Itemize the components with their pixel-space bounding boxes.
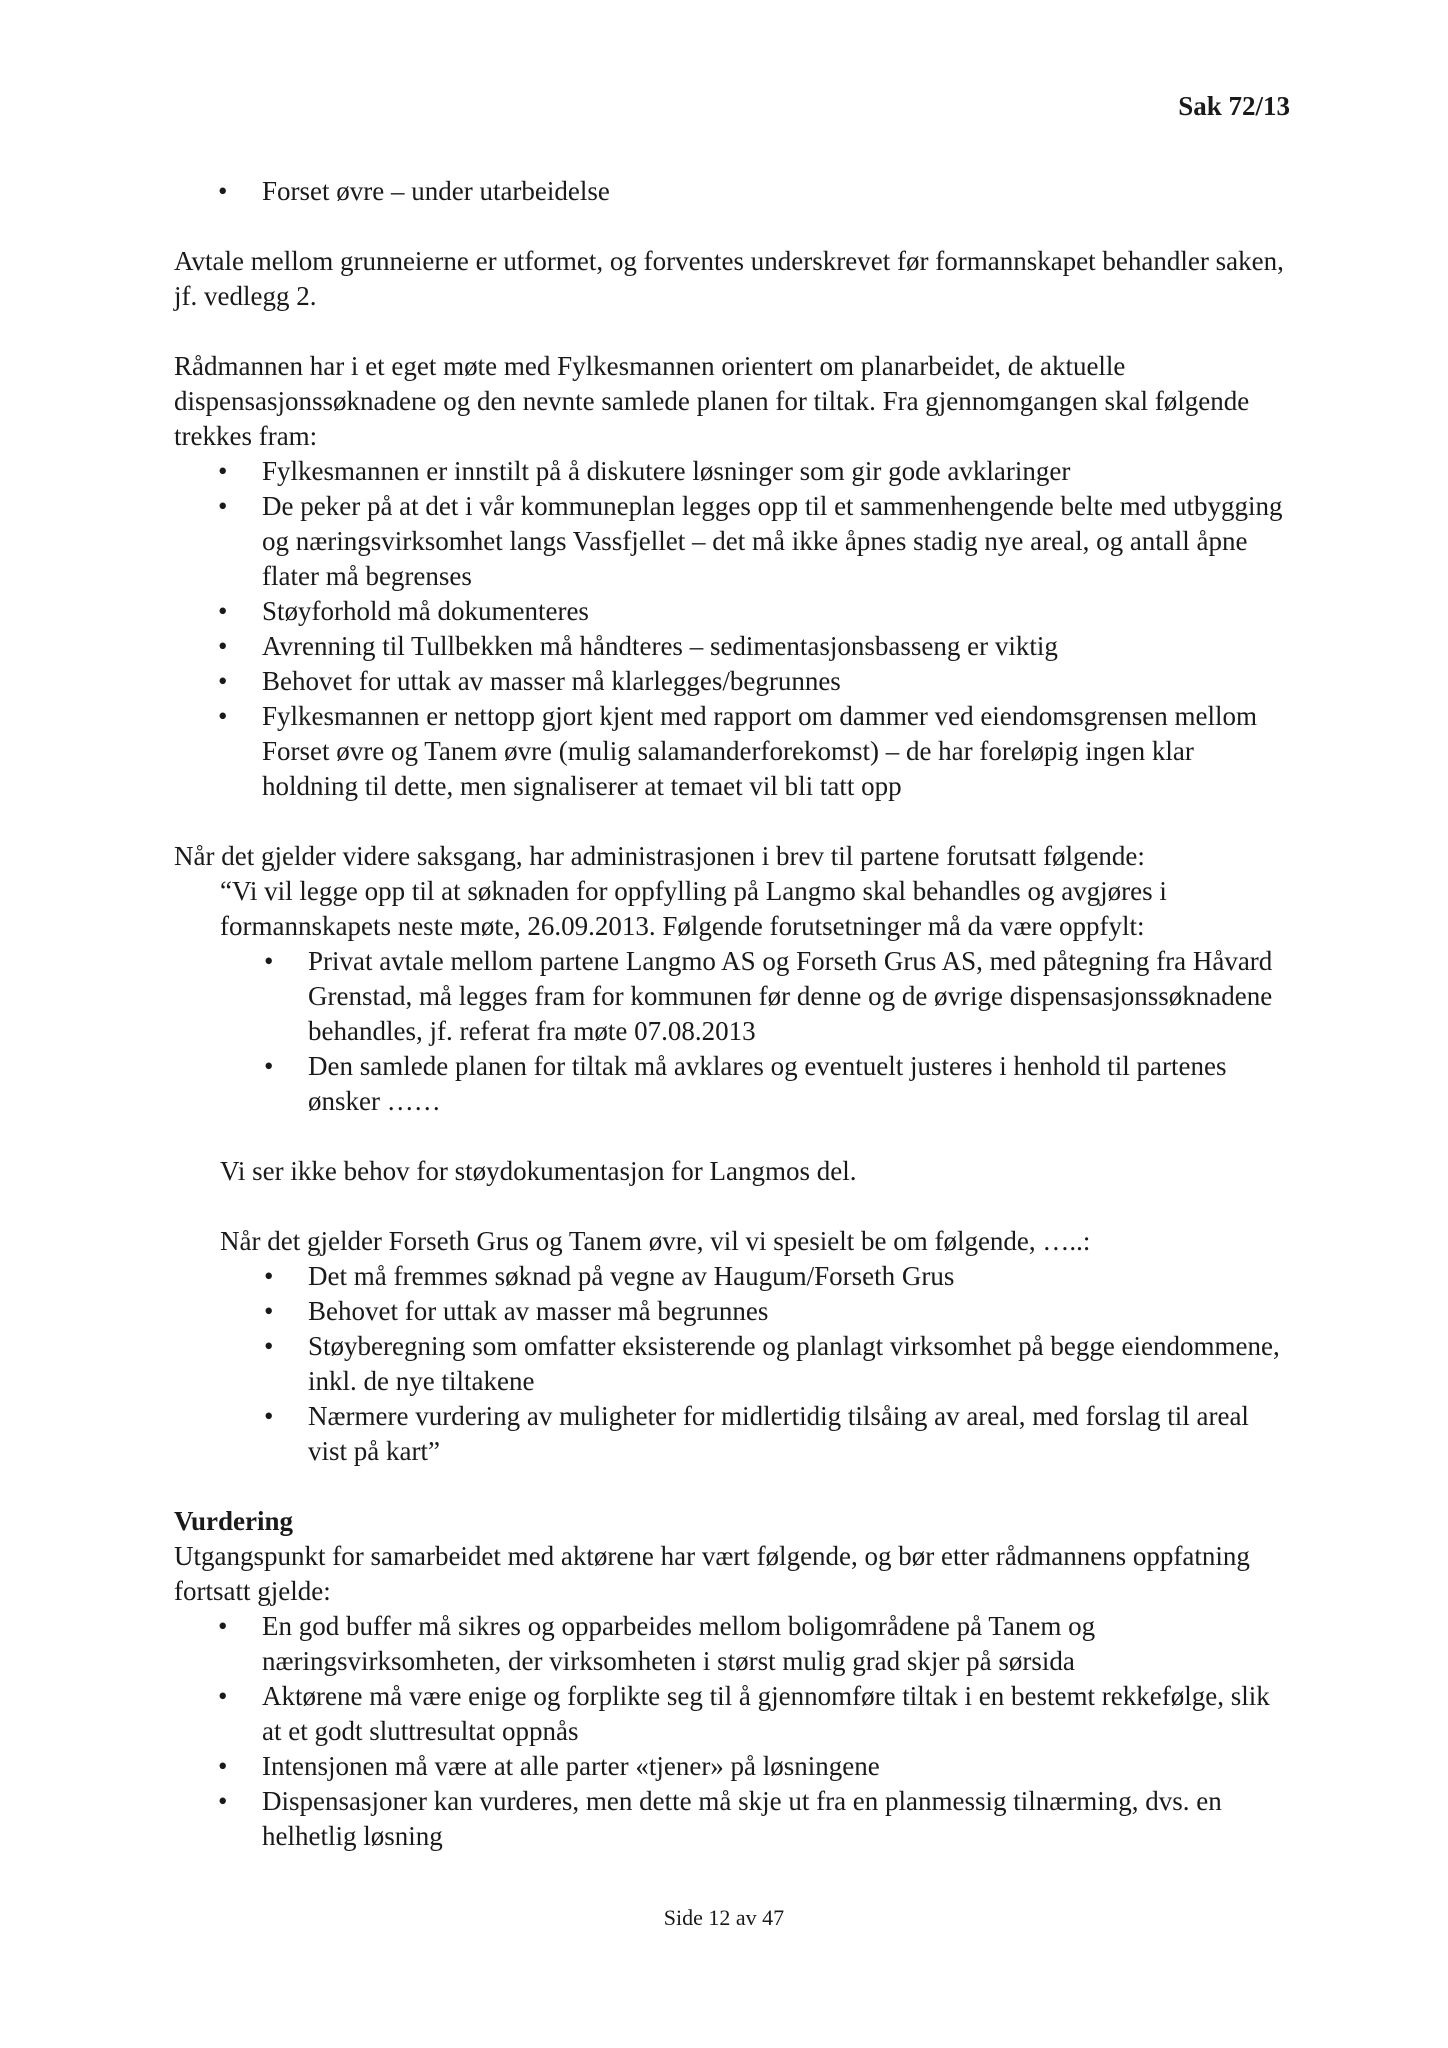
assessment-intro: Utgangspunkt for samarbeidet med aktørene har vært følgende, og bør etter rådmannens oppfatning fortsatt gjelde: (174, 1541, 1250, 1606)
page-number: Side 12 av 47 (663, 1905, 785, 1930)
bullet-icon: • (218, 1611, 228, 1641)
procedure-paragraph: Når det gjelder videre saksgang, har administrasjonen i brev til partene forutsatt følgende: (174, 841, 1145, 871)
list-item-text: Fylkesmannen er innstilt på å diskutere løsninger som gir gode avklaringer (262, 456, 1071, 486)
list-item-text: Støyberegning som omfatter eksisterende og planlagt virksomhet på begge eiendommene, inkl. de nye tiltakene (308, 1331, 1280, 1396)
list-item-text: Behovet for uttak av masser må begrunnes (308, 1296, 769, 1326)
list-item (174, 174, 1292, 209)
bullet-icon: • (218, 1681, 228, 1711)
bullet-icon: • (218, 1751, 228, 1781)
document-body (174, 174, 1292, 1854)
bullet-icon: • (218, 701, 228, 731)
bullet-icon: • (264, 1401, 274, 1431)
list-item (174, 489, 1292, 594)
bullet-icon: • (218, 631, 228, 661)
bullet-icon: • (218, 491, 228, 521)
list-item-text: Privat avtale mellom partene Langmo AS og Forseth Grus AS, med påtegning fra Håvard Grenstad, må legges fram for kommunen før denne og de øvrige dispensasjonssøknadene behandles, jf. referat fra møte 07.08.2013 (308, 946, 1273, 1046)
list-item (174, 1784, 1292, 1854)
agreement-paragraph: Avtale mellom grunneierne er utformet, og forventes underskrevet før formannskapet behandler saken, jf. vedlegg 2. (174, 246, 1284, 311)
list-item (174, 944, 1292, 1049)
list-item-text: Behovet for uttak av masser må klarlegges/begrunnes (262, 666, 841, 696)
quote-intro: “Vi vil legge opp til at søknaden for oppfylling på Langmo skal behandles og avgjøres i formannskapets neste møte, 26.09.2013. Følgende forutsetninger må da være oppfylt: (220, 876, 1167, 941)
top-bullet-list (174, 174, 1292, 209)
list-item-text: Støyforhold må dokumenteres (262, 596, 589, 626)
quote-forseth-intro: Når det gjelder Forseth Grus og Tanem øvre, vil vi spesielt be om følgende, …..: (220, 1226, 1091, 1256)
bullet-icon: • (264, 1296, 274, 1326)
list-item (174, 594, 1292, 629)
list-item (174, 1294, 1292, 1329)
list-item (174, 1749, 1292, 1784)
list-item-text: Nærmere vurdering av muligheter for midlertidig tilsåing av areal, med forslag til areal vist på kart” (308, 1401, 1249, 1466)
list-item (174, 454, 1292, 489)
list-item-text: Det må fremmes søknad på vegne av Haugum/Forseth Grus (308, 1261, 955, 1291)
list-item-text: Fylkesmannen er nettopp gjort kjent med rapport om dammer ved eiendomsgrensen mellom Forset øvre og Tanem øvre (mulig salamanderforekomst) – de har foreløpig ingen klar holdning til dette, men signaliserer at temaet vil bli tatt opp (262, 701, 1258, 801)
list-item (174, 699, 1292, 804)
list-item-text: Aktørene må være enige og forplikte seg til å gjennomføre tiltak i en bestemt rekkefølge, slik at et godt sluttresultat oppnås (262, 1681, 1270, 1746)
bullet-icon: • (218, 666, 228, 696)
list-item-text: Dispensasjoner kan vurderes, men dette må skje ut fra en planmessig tilnærming, dvs. en helhetlig løsning (262, 1786, 1222, 1851)
list-item (174, 1259, 1292, 1294)
quote-noise-paragraph: Vi ser ikke behov for støydokumentasjon for Langmos del. (220, 1156, 857, 1186)
list-item-text: En god buffer må sikres og opparbeides mellom boligområdene på Tanem og næringsvirksomheten, der virksomheten i størst mulig grad skjer på sørsida (262, 1611, 1096, 1676)
list-item (174, 1329, 1292, 1399)
list-item (174, 1399, 1292, 1469)
case-number: Sak 72/13 (1178, 91, 1290, 121)
bullet-icon: • (218, 596, 228, 626)
list-item (174, 629, 1292, 664)
bullet-icon: • (218, 456, 228, 486)
section-heading: Vurdering (174, 1506, 294, 1536)
assessment-points-list (174, 1609, 1292, 1854)
list-item (174, 664, 1292, 699)
list-item (174, 1609, 1292, 1679)
quote-forseth-list (174, 1259, 1292, 1469)
list-item-text: Avrenning til Tullbekken må håndteres – sedimentasjonsbasseng er viktig (262, 631, 1058, 661)
list-item-text: De peker på at det i vår kommuneplan legges opp til et sammenhengende belte med utbygging og næringsvirksomhet langs Vassfjellet – det må ikke åpnes stadig nye areal, og antall åpne flater må begrenses (262, 491, 1283, 591)
bullet-icon: • (264, 1261, 274, 1291)
bullet-icon: • (264, 1331, 274, 1361)
list-item-text: Den samlede planen for tiltak må avklares og eventuelt justeres i henhold til partenes ønsker …… (308, 1051, 1227, 1116)
bullet-icon: • (218, 176, 228, 206)
quote-conditions-list (174, 944, 1292, 1119)
list-item-text: Intensjonen må være at alle parter «tjener» på løsningene (262, 1751, 880, 1781)
bullet-icon: • (264, 1051, 274, 1081)
bullet-icon: • (264, 946, 274, 976)
list-item (174, 1049, 1292, 1119)
bullet-icon: • (218, 1786, 228, 1816)
meeting-points-list (174, 454, 1292, 804)
meeting-paragraph: Rådmannen har i et eget møte med Fylkesmannen orientert om planarbeidet, de aktuelle dispensasjonssøknadene og den nevnte samlede planen for tiltak. Fra gjennomgangen skal følgende trekkes fram: (174, 351, 1250, 451)
list-item-text: Forset øvre – under utarbeidelse (262, 176, 610, 206)
list-item (174, 1679, 1292, 1749)
